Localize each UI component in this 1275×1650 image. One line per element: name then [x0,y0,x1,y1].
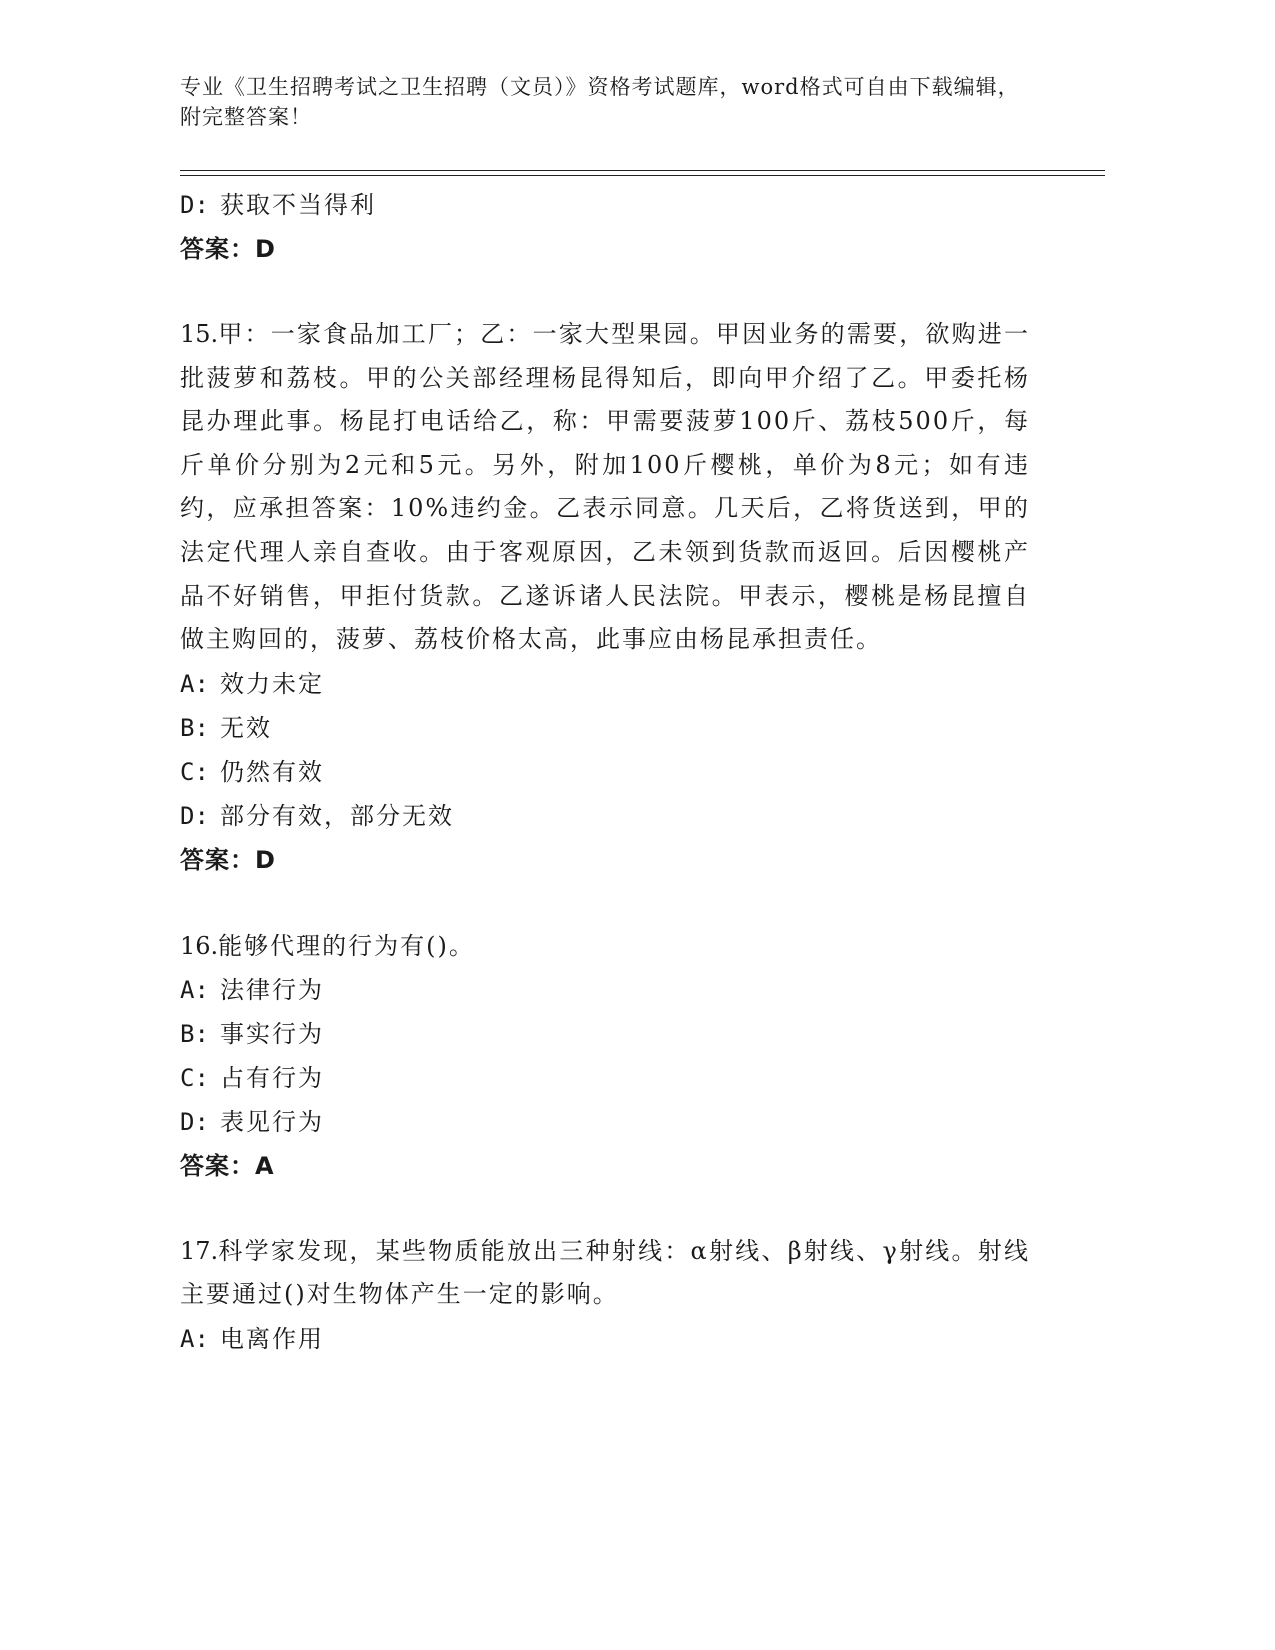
document-header [180,72,1040,132]
option-b: B: 事实行为 [180,1019,324,1048]
question-16-stem [180,924,1030,968]
question-text: 甲：一家食品加工厂；乙：一家大型果园。甲因业务的需要，欲购进一批菠萝和荔枝。甲的公关部经理杨昆得知后，即向甲介绍了乙。甲委托杨昆办理此事。杨昆打电话给乙，称：甲需要菠萝100斤、荔枝500斤，每斤单价分别为2元和5元。另外，附加100斤樱桃，单价为8元；如有违约，应承担答案：10%违约金。乙表示同意。几天后，乙将货送到，甲的法定代理人亲自查收。由于客观原因，乙未领到货款而返回。后因樱桃产品不好销售，甲拒付货款。乙遂诉诸人民法院。甲表示，樱桃是杨昆擅自做主购回的，菠萝、荔枝价格太高，此事应由杨昆承担责任。 [180,320,1030,654]
option-b: B: 无效 [180,713,272,742]
option-a: A: 电离作用 [180,1324,324,1353]
option-d: D: 部分有效，部分无效 [180,801,454,830]
question-number: 17. [180,1236,219,1265]
option-d: D: 获取不当得利 [180,191,376,219]
spacer [180,271,1030,313]
answer-line: 答案：D [180,845,276,874]
option-c: C: 仍然有效 [180,757,324,786]
answer-line: 答案：D [180,235,276,263]
question-17-stem [180,1230,1030,1317]
header-text: 专业《卫生招聘考试之卫生招聘（文员）》资格考试题库，word格式可自由下载编辑，附完整答案！ [180,75,1020,129]
spacer [180,1188,1030,1230]
question-number: 15. [180,320,219,348]
question-number: 16. [180,931,219,960]
answer-line: 答案：A [180,1151,275,1180]
header-divider-top [180,170,1105,171]
spacer [180,882,1030,924]
question-text: 能够代理的行为有()。 [218,931,475,960]
question-text: 科学家发现，某些物质能放出三种射线：α射线、β射线、γ射线。射线主要通过()对生物体产生一定的影响。 [180,1236,1030,1309]
option-a: A: 法律行为 [180,975,324,1004]
header-divider-bottom [180,175,1105,176]
question-15-stem [180,313,1030,662]
option-d: D: 表见行为 [180,1107,324,1136]
question-content [180,183,1030,1361]
option-c: C: 占有行为 [180,1063,324,1092]
option-a: A: 效力未定 [180,669,324,698]
